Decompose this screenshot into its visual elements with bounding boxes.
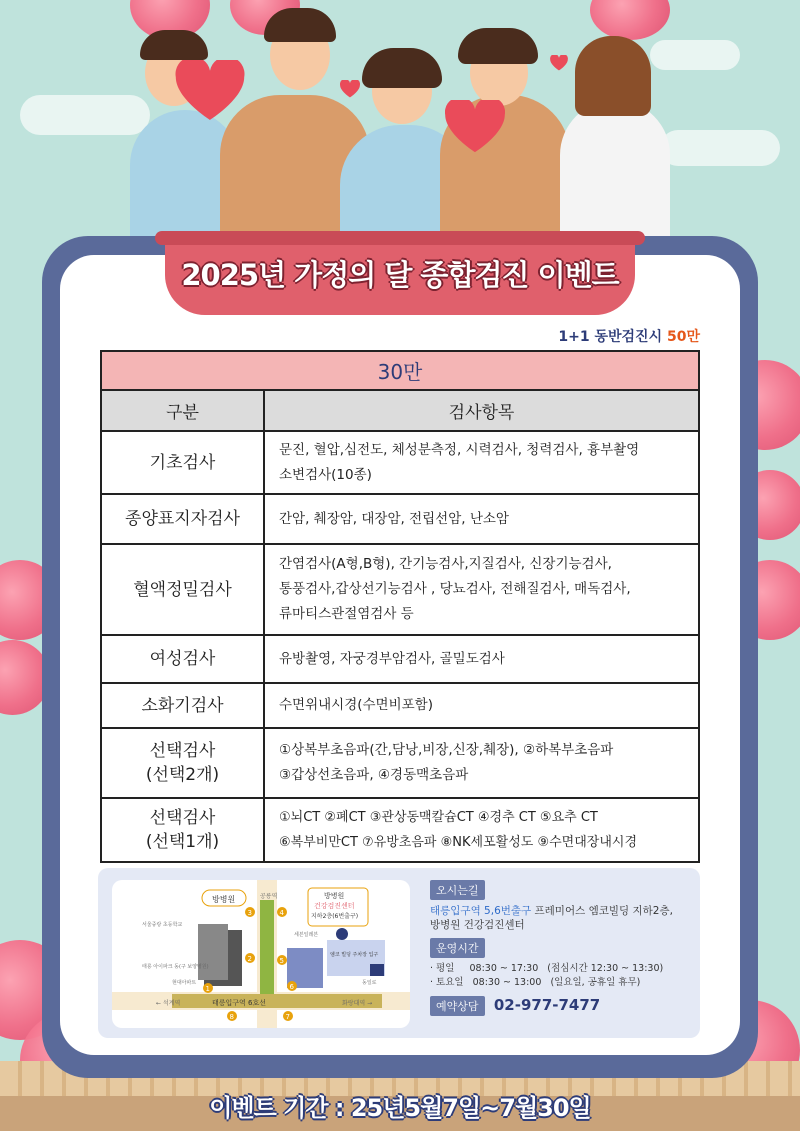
hours-saturday: · 토요일 08:30 ~ 13:00 (일요일, 공휴일 휴무) [430,977,641,988]
table-header-row [101,390,699,431]
reserve-tag: 예약상담 [430,996,485,1016]
right-direction: 화랑대역 → [342,1000,373,1007]
row-items: 간암, 췌장암, 대장암, 전립선암, 난소암 [264,494,699,544]
price-row [101,351,699,390]
row-items: 수면위내시경(수면비포함) [264,683,699,728]
page-title: 2025년 가정의 달 종합검진 이벤트 [181,257,619,292]
side-label-3: 현대아파트 [172,980,197,986]
header-items: 검사항목 [264,390,699,431]
location-map [112,880,410,1028]
table-row [101,494,699,544]
row-category: 여성검사 [101,635,264,683]
event-period: 이벤트 기간 : 25년5월7일~7월30일 [209,1094,591,1122]
exit-1-label: 1 [205,985,210,993]
row-items: ①상복부초음파(간,담낭,비장,신장,췌장), ②하복부초음파 ③갑상선초음파, ④경동맥초음파 [264,728,699,798]
parking-label: 엠코 빌딩 주차장 입구 [330,952,379,958]
heart-icon [340,80,360,98]
row-category: 종양표지자검사 [101,494,264,544]
exit-6-label: 6 [289,983,294,991]
side-label-2: 태릉 아이파크 동(구 보양병원) [142,964,209,970]
reserve-row [430,996,690,1020]
station-label: 태릉입구역 6호선 [212,999,267,1007]
row-items: 간염검사(A형,B형), 간기능검사,지질검사, 신장기능검사, 통풍검사,갑상선기능검사 , 당뇨검사, 전해질검사, 매독검사, 류마티스관절염검사 등 [264,544,699,635]
row-category: 기초검사 [101,431,264,494]
phone-number[interactable]: 02-977-7477 [493,996,601,1014]
left-direction: ← 석계역 [156,1000,181,1007]
row-category: 혈액정밀검사 [101,544,264,635]
table-row [101,798,699,862]
promo-label: 1+1 동반검진시 [558,329,667,345]
exam-table [100,350,700,863]
cloud-decoration [660,130,780,166]
hospital-label-2: 방병원 [324,892,345,900]
exit-4-label: 4 [279,909,284,917]
directions-line-1: 태릉입구역 5,6번출구 프레미어스 엠코빌딩 지하2층, [430,905,673,917]
table-row [101,683,699,728]
floor-label: 지하2층(6번출구) [311,913,359,920]
subway-line [260,900,274,1000]
carnation-decoration [590,0,670,40]
heart-icon [175,60,245,122]
row-items: ①뇌CT ②폐CT ③관상동맥칼슘CT ④경추 CT ⑤요추 CT ⑥복부비만CT ⑦유방초음파 ⑧NK세포활성도 ⑨수면대장내시경 [264,798,699,862]
table-row [101,635,699,683]
table-row [101,544,699,635]
promo-text [558,326,700,346]
road-label: 공릉역 [260,893,278,900]
directions-line-2: 방병원 건강검진센터 [430,919,525,931]
north-road-label: 동일로 [362,980,377,986]
center-label: 건강검진센터 [314,902,355,910]
exit-3-label: 3 [247,909,252,917]
table-row [101,431,699,494]
heart-icon [550,55,568,71]
price-cell: 30만 [101,351,699,390]
side-label-4: 세븐일레븐 [294,932,319,938]
exit-2-label: 2 [247,955,252,963]
row-items: 문진, 혈압,심전도, 체성분측정, 시력검사, 청력검사, 흉부촬영 소변검사(10종) [264,431,699,494]
header-category: 구분 [101,390,264,431]
directions-tag: 오시는길 [430,880,485,900]
row-category: 선택검사 (선택1개) [101,798,264,862]
table-row [101,728,699,798]
side-label-1: 서울중랑 초등학교 [142,922,183,928]
row-items: 유방촬영, 자궁경부암검사, 골밀도검사 [264,635,699,683]
title-ribbon [165,231,635,315]
row-category: 소화기검사 [101,683,264,728]
exit-8-label: 8 [229,1013,234,1021]
cloud-decoration [20,95,150,135]
info-text [430,880,690,1020]
hours-weekday: · 평일 08:30 ~ 17:30 (점심시간 12:30 ~ 13:30) [430,963,664,974]
hospital-label: 방병원 [212,895,236,904]
exit-7-label: 7 [285,1013,290,1021]
exit-5-label: 5 [279,957,284,965]
cloud-decoration [650,40,740,70]
promo-price: 50만 [666,329,700,345]
hours-tag: 운영시간 [430,938,485,958]
heart-icon [445,100,505,154]
row-category: 선택검사 (선택2개) [101,728,264,798]
